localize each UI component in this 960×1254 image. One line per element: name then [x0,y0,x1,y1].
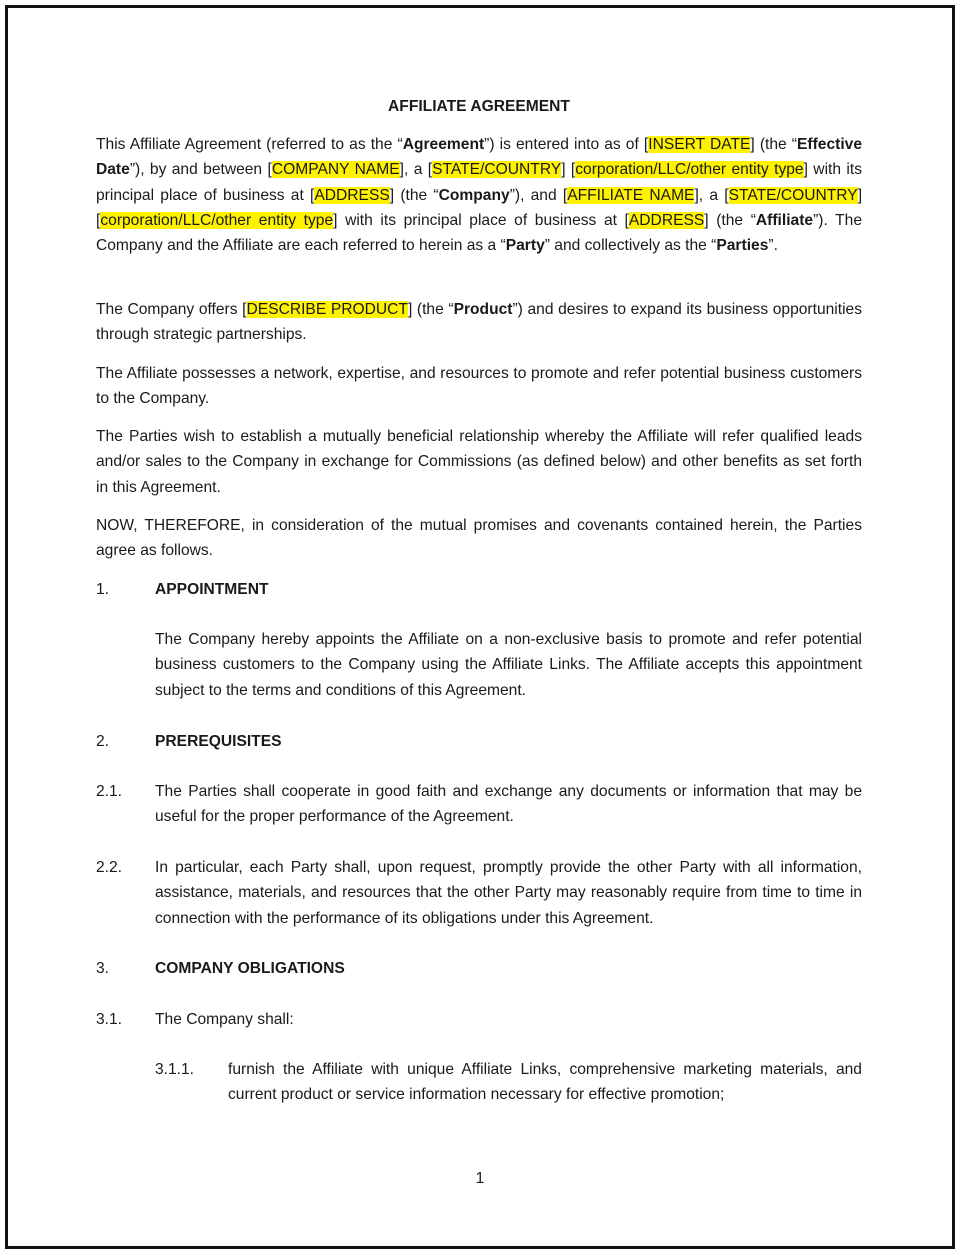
defined-term-effective-date: Effective Date [96,136,863,179]
clause-text: The Parties shall cooperate in good faith and exchange any documents or information that may be useful for the proper performance of the Agreement. [155,783,862,826]
section-title-appointment: APPOINTMENT [155,581,269,598]
section-body-appointment: The Company hereby appoints the Affiliate on a non-exclusive basis to promote and refer potential business customers to the Company using the Affiliate Links. The Affiliate accepts this appointment subject to the terms and conditions of this Agreement. [155,631,862,699]
placeholder-affiliate-entity-type: corporation/LLC/other entity type [100,211,334,229]
recital-product: The Company offers [DESCRIBE PRODUCT] (the “Product”) and desires to expand its business opportunities through strategic partnerships. [96,301,863,344]
placeholder-describe-product: DESCRIBE PRODUCT [246,301,408,318]
defined-term-company: Company [438,186,510,204]
placeholder-company-name: COMPANY NAME [271,161,400,179]
placeholder-company-address: ADDRESS [314,186,390,204]
clause-text: The Company shall: [155,1011,294,1028]
intro-paragraph: This Affiliate Agreement (referred to as the “Agreement”) is entered into as of [INSERT DATE] (the “Effective Date”), by and between [COMPANY NAME], a [STATE/COUNTRY] [corporation/LLC/other entity type] with its principal place of business at [ADDRESS] (the “Company”), and [AFFILIATE NAME], a [STATE/COUNTRY] [corporation/LLC/other entity type] with its principal place of business at [ADDRESS] (the “Affiliate”). The Company and the Affiliate are each referred to herein as a “Party” and collectively as the “Parties”. [96,136,863,255]
defined-term-parties: Parties [716,237,769,255]
clause-number: 2.1. [96,783,123,800]
subclause-number: 3.1.1. [155,1061,195,1078]
subclause-text: furnish the Affiliate with unique Affiliate Links, comprehensive marketing materials, and current product or service information necessary for effective promotion; [228,1061,862,1104]
page-number: 1 [475,1170,485,1187]
placeholder-affiliate-state: STATE/COUNTRY [728,186,858,204]
clause-number: 3.1. [96,1011,123,1028]
defined-term-agreement: Agreement [402,136,485,153]
defined-term-affiliate: Affiliate [755,211,814,229]
section-number: 1. [96,581,110,598]
recital-parties: The Parties wish to establish a mutually beneficial relationship whereby the Affiliate will refer qualified leads and/or sales to the Company in exchange for Commissions (as defined below) and other benefits as set forth in this Agreement. [96,428,862,496]
defined-term-product: Product [453,301,513,318]
placeholder-affiliate-address: ADDRESS [628,211,705,229]
placeholder-insert-date: INSERT DATE [648,136,751,153]
now-therefore-clause: NOW, THEREFORE, in consideration of the mutual promises and covenants contained herein, the Parties agree as follows. [96,517,862,560]
recital-affiliate: The Affiliate possesses a network, expertise, and resources to promote and refer potential business customers to the Company. [96,365,862,408]
section-number: 2. [96,733,110,750]
section-title-company-obligations: COMPANY OBLIGATIONS [155,960,345,977]
defined-term-party: Party [505,237,545,255]
clause-number: 2.2. [96,859,123,876]
placeholder-company-entity-type: corporation/LLC/other entity type [575,161,804,179]
document-title: AFFILIATE AGREEMENT [388,98,570,115]
section-title-prerequisites: PREREQUISITES [155,733,282,750]
placeholder-affiliate-name: AFFILIATE NAME [567,186,695,204]
placeholder-company-state: STATE/COUNTRY [432,161,562,179]
section-number: 3. [96,960,110,977]
clause-text: In particular, each Party shall, upon request, promptly provide the other Party with all information, assistance, materials, and resources that the other Party may reasonably require from time to time in connection with the performance of its obligations under this Agreement. [155,859,862,927]
